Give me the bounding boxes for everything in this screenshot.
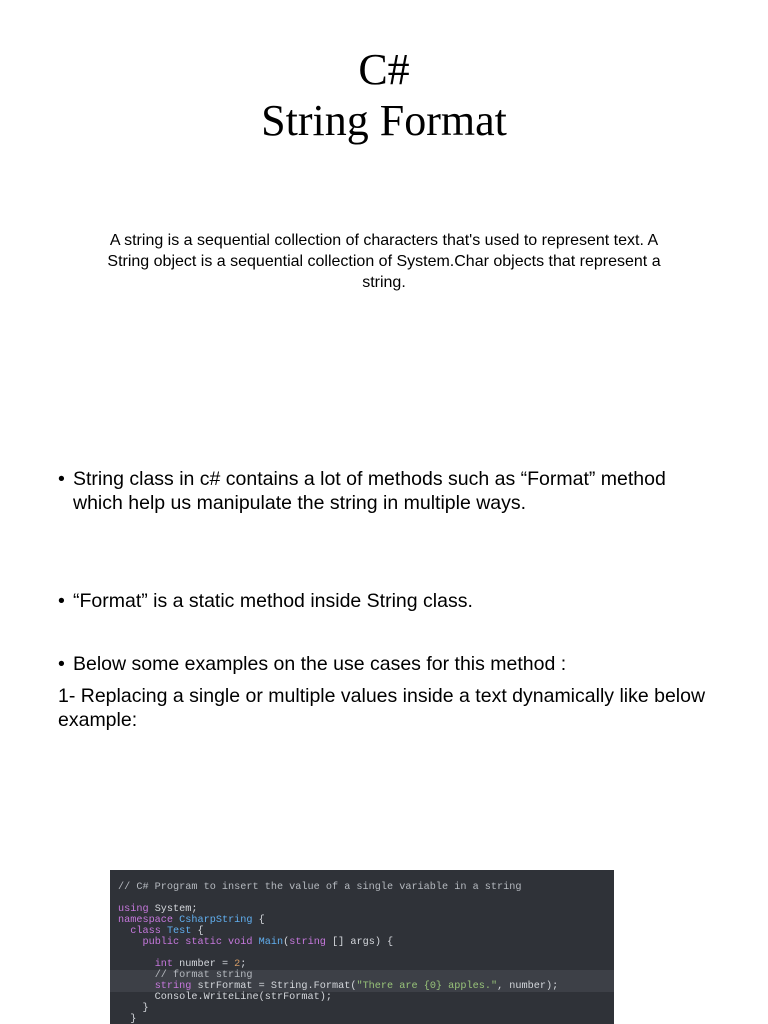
code-token: int	[154, 959, 174, 970]
numbered-item-1: 1- Replacing a single or multiple values inside a text dynamically like below example:	[58, 685, 706, 731]
code-token: (	[283, 937, 290, 948]
code-line	[110, 893, 614, 904]
code-token: "There are {0} apples."	[356, 981, 498, 992]
code-line	[110, 970, 614, 981]
code-screenshot	[110, 870, 614, 1024]
slide-subtitle: A string is a sequential collection of characters that's used to represent text. A String object is a sequential collection of System.Char objects that represent a string.	[107, 232, 661, 291]
code-token: public static void	[142, 937, 253, 948]
code-token: 2	[234, 959, 241, 970]
code-line	[110, 904, 614, 915]
code-token: string	[289, 937, 326, 948]
code-line	[110, 981, 614, 992]
bullet-list-3	[58, 652, 718, 676]
code-token: Console.WriteLine(strFormat);	[118, 992, 332, 1003]
bullet-format-static: • “Format” is a static method inside String class.	[58, 589, 718, 613]
code-token	[118, 926, 130, 937]
code-token: Main	[258, 937, 284, 948]
code-token: }	[118, 1014, 137, 1024]
code-token: }	[118, 1003, 149, 1014]
bullet-examples: • Below some examples on the use cases for this method :	[58, 652, 718, 676]
code-token: string	[154, 981, 192, 992]
code-token: class	[130, 926, 161, 937]
code-line	[110, 882, 614, 893]
code-token: CsharpString	[179, 915, 253, 926]
code-token: [] args) {	[325, 937, 394, 948]
code-line	[110, 937, 614, 948]
code-token	[118, 937, 142, 948]
code-token: {	[191, 926, 204, 937]
title-line-2: String Format	[261, 96, 507, 145]
code-line	[110, 948, 614, 959]
code-line	[110, 926, 614, 937]
code-token: strFormat = String.Format(	[191, 981, 357, 992]
title-line-1: C#	[358, 45, 410, 94]
code-line	[110, 992, 614, 1003]
code-token: number =	[173, 959, 235, 970]
bullet-methods: • String class in c# contains a lot of methods such as “Format” method which help us manipulate the string in multiple ways.	[58, 467, 718, 515]
code-token: {	[252, 915, 265, 926]
code-line	[110, 1014, 614, 1024]
code-line	[110, 915, 614, 926]
code-line	[110, 1003, 614, 1014]
code-token	[118, 959, 155, 970]
slide-title	[0, 44, 768, 146]
bullet-list-1	[58, 467, 718, 515]
code-token: Test	[166, 926, 192, 937]
bullet-list-2	[58, 589, 718, 613]
code-token: // format string	[154, 970, 253, 981]
code-token: ;	[240, 959, 247, 970]
code-token	[118, 970, 155, 981]
code-token: // C# Program to insert the value of a single variable in a string	[118, 882, 522, 893]
code-token: System;	[148, 904, 198, 915]
code-token: namespace	[118, 915, 174, 926]
code-line	[110, 959, 614, 970]
code-token	[118, 981, 155, 992]
code-token: , number);	[497, 981, 559, 992]
code-token: using	[118, 904, 149, 915]
